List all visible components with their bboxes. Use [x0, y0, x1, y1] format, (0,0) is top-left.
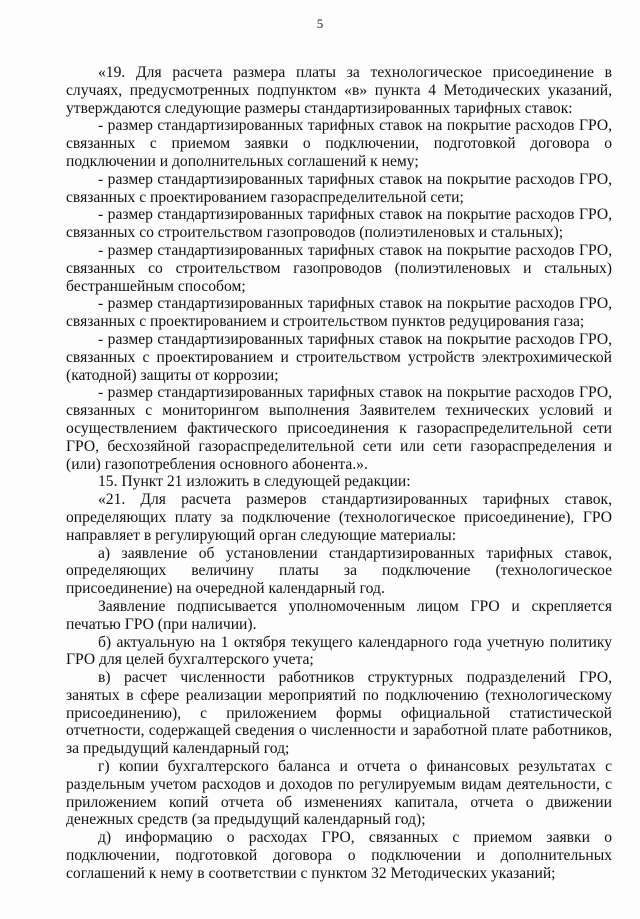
- item-d-expense-info: д) информацию о расходах ГРО, связанных с приемом заявки о подключении, подготовкой договора о подключении и дополнительных соглашений к нему в соответствии с пунктом 32 Методических указаний;: [66, 829, 612, 882]
- document-body: [66, 64, 612, 883]
- item-a-signature-note: Заявление подписывается уполномоченным лицом ГРО и скрепляется печатью ГРО (при наличии).: [66, 597, 612, 633]
- list-item-rate-cathodic-protection: - размер стандартизированных тарифных ставок на покрытие расходов ГРО, связанных с проектированием и строительством устройств электрохимической (катодной) защиты от коррозии;: [66, 330, 612, 384]
- page-number: 5: [316, 16, 324, 31]
- list-item-rate-monitoring: - размер стандартизированных тарифных ставок на покрытие расходов ГРО, связанных с мониторингом выполнения Заявителем технических условий и осуществлением фактического присоединения к газораспределительной сети ГРО, бесхозяйной газораспределительной сети или сети газораспределения и (или) газопотребления основного абонента.».: [66, 384, 612, 473]
- item-b-accounting-policy: б) актуальную на 1 октября текущего календарного года учетную политику ГРО для целей бухгалтерского учета;: [66, 633, 612, 669]
- list-item-rate-gas-reduction-points: - размер стандартизированных тарифных ставок на покрытие расходов ГРО, связанных с проектированием и строительством пунктов редуцирования газа;: [66, 295, 612, 331]
- paragraph-19-intro: «19. Для расчета размера платы за технологическое присоединение в случаях, предусмотренных подпунктом «в» пункта 4 Методических указаний, утверждаются следующие размеры стандартизированных тарифных ставок:: [66, 64, 612, 117]
- list-item-rate-design-network: - размер стандартизированных тарифных ставок на покрытие расходов ГРО, связанных с проектированием газораспределительной сети;: [66, 170, 612, 206]
- list-item-rate-pipeline-construction: - размер стандартизированных тарифных ставок на покрытие расходов ГРО, связанных со строительством газопроводов (полиэтиленовых и стальных);: [66, 206, 612, 242]
- list-item-rate-trenchless-construction: - размер стандартизированных тарифных ставок на покрытие расходов ГРО, связанных со строительством газопроводов (полиэтиленовых и стальных) бестраншейным способом;: [66, 241, 612, 295]
- paragraph-21-intro: «21. Для расчета размеров стандартизированных тарифных ставок, определяющих плату за подключение (технологическое присоединение), ГРО направляет в регулирующий орган следующие материалы:: [66, 491, 612, 544]
- item-v-staff-calculation: в) расчет численности работников структурных подразделений ГРО, занятых в сфере реализации мероприятий по подключению (технологическому присоединению), с приложением формы официальной статистической отчетности, содержащей сведения о численности и заработной плате работников, за предыдущий календарный год;: [66, 669, 612, 758]
- paragraph-15-heading: 15. Пункт 21 изложить в следующей редакции:: [98, 473, 411, 491]
- item-a-application: а) заявление об установлении стандартизированных тарифных ставок, определяющих величину платы за подключение (технологическое присоединение) на очередной календарный год.: [66, 544, 612, 598]
- item-g-balance-copies: г) копии бухгалтерского баланса и отчета о финансовых результатах с раздельным учетом расходов и доходов по регулируемым видам деятельности, с приложением копий отчета об изменениях капитала, отчета о движении денежных средств (за предыдущий календарный год);: [66, 758, 612, 829]
- list-item-rate-application: - размер стандартизированных тарифных ставок на покрытие расходов ГРО, связанных с приемом заявки о подключении, подготовкой договора о подключении и дополнительных соглашений к нему;: [66, 117, 612, 170]
